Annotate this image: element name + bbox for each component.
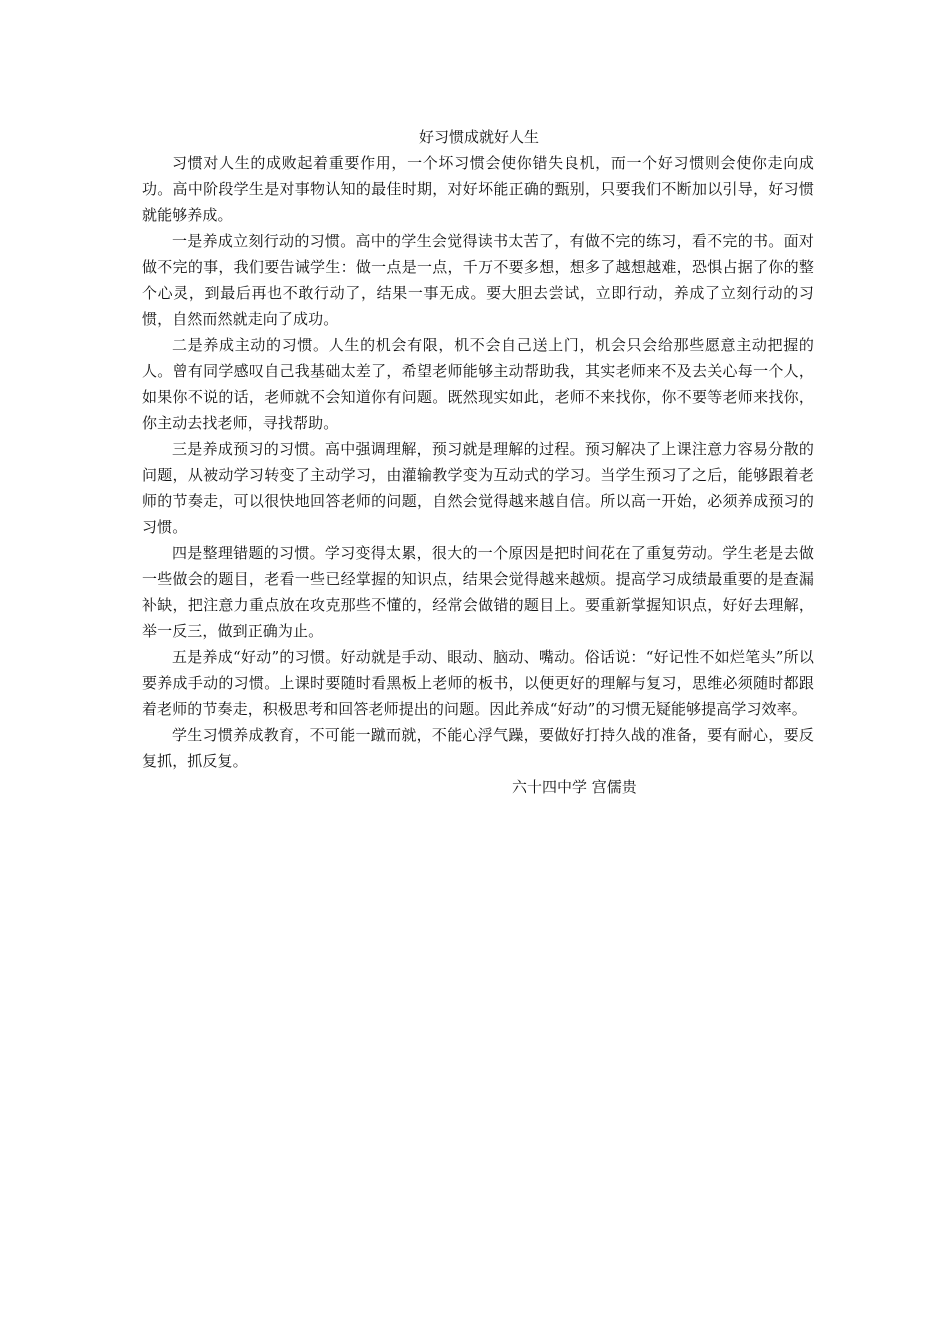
document-page <box>142 124 814 800</box>
author-signature: 六十四中学 宫儒贵 <box>512 778 637 796</box>
paragraph-habit-1: 一是养成立刻行动的习惯。高中的学生会觉得读书太苦了，有做不完的练习，看不完的书。面对做不完的事，我们要告诫学生：做一点是一点，千万不要多想，想多了越想越难，恐惧占据了你的整个心灵，到最后再也不敢行动了，结果一事无成。要大胆去尝试，立即行动，养成了立刻行动的习惯，自然而然就走向了成功。 <box>142 232 814 328</box>
paragraph-habit-2: 二是养成主动的习惯。人生的机会有限，机不会自己送上门，机会只会给那些愿意主动把握的人。曾有同学感叹自己我基础太差了，希望老师能够主动帮助我，其实老师来不及去关心每一个人，如果你不说的话，老师就不会知道你有问题。既然现实如此，老师不来找你，你不要等老师来找你，你主动去找老师，寻找帮助。 <box>142 336 814 432</box>
document-title: 好习惯成就好人生 <box>418 128 539 146</box>
paragraph-conclusion: 学生习惯养成教育，不可能一蹴而就，不能心浮气躁，要做好打持久战的准备，要有耐心，要反复抓，抓反复。 <box>142 726 814 770</box>
paragraph-habit-4: 四是整理错题的习惯。学习变得太累，很大的一个原因是把时间花在了重复劳动。学生老是去做一些做会的题目，老看一些已经掌握的知识点，结果会觉得越来越烦。提高学习成绩最重要的是查漏补缺，把注意力重点放在攻克那些不懂的，经常会做错的题目上。要重新掌握知识点，好好去理解，举一反三，做到正确为止。 <box>142 544 814 640</box>
paragraph-habit-5: 五是养成“好动”的习惯。好动就是手动、眼动、脑动、嘴动。俗话说：“好记性不如烂笔头”所以要养成手动的习惯。上课时要随时看黑板上老师的板书，以便更好的理解与复习，思维必须随时都跟着老师的节奏走，积极思考和回答老师提出的问题。因此养成“好动”的习惯无疑能够提高学习效率。 <box>142 648 814 718</box>
paragraph-habit-3: 三是养成预习的习惯。高中强调理解，预习就是理解的过程。预习解决了上课注意力容易分散的问题，从被动学习转变了主动学习，由灌输教学变为互动式的学习。当学生预习了之后，能够跟着老师的节奏走，可以很快地回答老师的问题，自然会觉得越来越自信。所以高一开始，必须养成预习的习惯。 <box>142 440 814 536</box>
paragraph-intro: 习惯对人生的成败起着重要作用，一个坏习惯会使你错失良机，而一个好习惯则会使你走向成功。高中阶段学生是对事物认知的最佳时期，对好坏能正确的甄别，只要我们不断加以引导，好习惯就能够养成。 <box>142 154 814 224</box>
